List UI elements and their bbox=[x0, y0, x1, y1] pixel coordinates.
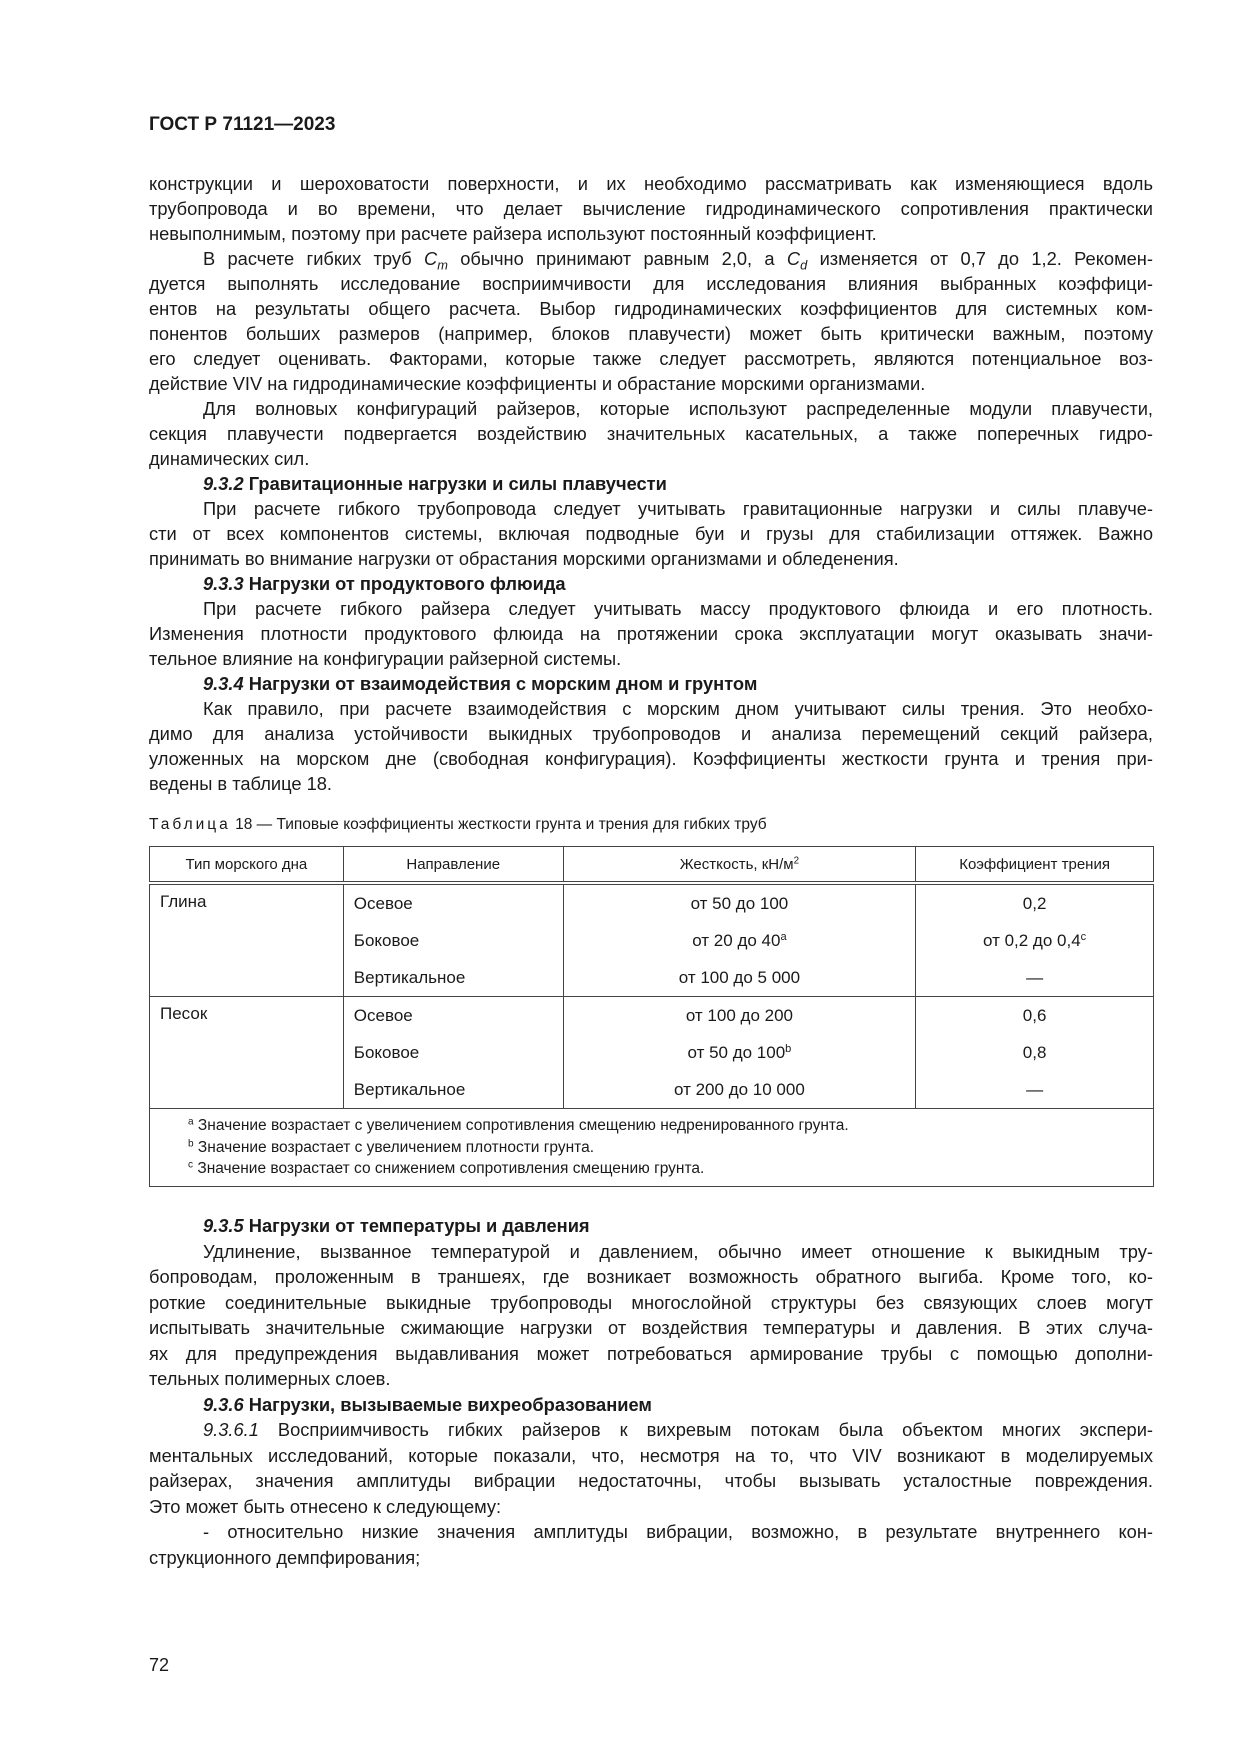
text-line: его следует оценивать. Факторами, которые также следует рассмотреть, являются потенциальное воз- bbox=[149, 348, 1153, 369]
header-stiffness bbox=[563, 847, 916, 884]
friction-value: 0,6 bbox=[1022, 1005, 1047, 1025]
section-number: 9.3.3 bbox=[203, 573, 244, 594]
text-run: изменяется от 0,7 до 1,2. Рекомен- bbox=[807, 248, 1153, 269]
section-title: Нагрузки от взаимодействия с морским дном и грунтом bbox=[243, 673, 758, 694]
table-row bbox=[150, 883, 1154, 922]
text-line: тельное влияние на конфигурации райзерной системы. bbox=[149, 648, 622, 669]
document-title: ГОСТ Р 71121—2023 bbox=[149, 114, 336, 135]
stiffness-value: от 100 до 200 bbox=[685, 1005, 793, 1025]
text-line: понентов больших размеров (например, блоков плавучести) может быть критически важным, поэтому bbox=[149, 323, 1153, 344]
text-line: ментальных исследований, которые показали, что, несмотря на то, что VIV возникают в моделируемых bbox=[149, 1444, 1153, 1466]
stiffness-value: от 20 до 40 bbox=[692, 930, 781, 950]
text-line: уложенных на морском дне (свободная конфигурация). Коэффициенты жесткости грунта и трения при- bbox=[149, 748, 1153, 769]
body-text-bottom bbox=[149, 1213, 1153, 1570]
footnote-text: Значение возрастает с увеличением плотности грунта. bbox=[193, 1138, 595, 1156]
text-line: конструкции и шероховатости поверхности, и их необходимо рассматривать как изменяющиеся вдоль bbox=[149, 173, 1153, 194]
footnote-mark: a bbox=[780, 930, 787, 943]
section-heading bbox=[149, 1392, 1153, 1418]
text-line: секция плавучести подвергается воздействию значительных касательных, а также поперечных гидро- bbox=[149, 423, 1153, 444]
text-line: невыполнимым, поэтому при расчете райзера используют постоянный коэффициент. bbox=[149, 223, 877, 244]
table-footnote bbox=[188, 1158, 1143, 1180]
footnote-mark: c bbox=[1080, 930, 1087, 943]
text-run: 9.3.6.1 bbox=[203, 1419, 259, 1440]
cell-friction bbox=[916, 1034, 1154, 1071]
header-direction: Направление bbox=[343, 847, 563, 884]
body-text-top bbox=[149, 171, 1153, 796]
table-footnote bbox=[188, 1137, 1143, 1159]
table-footnote bbox=[188, 1115, 1143, 1137]
header-stiffness-text: Жесткость, кН/м bbox=[679, 855, 794, 873]
friction-value: 0,8 bbox=[1022, 1042, 1047, 1062]
cell-direction: Осевое bbox=[343, 883, 563, 922]
section-heading bbox=[149, 571, 1153, 596]
text-run: C bbox=[786, 248, 801, 269]
text-run: C bbox=[424, 248, 438, 269]
section-title: Нагрузки от продуктового флюида bbox=[243, 573, 566, 594]
cell-stiffness bbox=[563, 997, 916, 1035]
text-line: При расчете гибкого трубопровода следует учитывать гравитационные нагрузки и силы плавуче- bbox=[203, 498, 1153, 519]
stiffness-value: от 100 до 5 000 bbox=[678, 967, 801, 987]
text-line: Для волновых конфигураций райзеров, которые используют распределенные модули плавучести, bbox=[203, 398, 1153, 419]
text-line: бопроводам, проложенным в траншеях, где возникает возможность обратного выгиба. Кроме того, ко- bbox=[149, 1266, 1153, 1287]
cell-friction bbox=[916, 922, 1154, 959]
footnote-text: Значение возрастает с увеличением сопротивления смещению недренированного грунта. bbox=[193, 1117, 849, 1134]
text-line: динамических сил. bbox=[149, 448, 310, 469]
text-line: ях для предупреждения выдавливания может потребоваться армирование трубы с помощью дополни- bbox=[149, 1342, 1153, 1364]
friction-value: 0,2 bbox=[1022, 893, 1047, 913]
section-number: 9.3.6 bbox=[203, 1393, 244, 1415]
section-title: Нагрузки, вызываемые вихреобразованием bbox=[243, 1393, 652, 1415]
cell-friction bbox=[916, 959, 1154, 997]
text-line: Это может быть отнесено к следующему: bbox=[149, 1495, 502, 1517]
cell-seabed-type: Песок bbox=[150, 997, 344, 1109]
cell-seabed-type: Глина bbox=[150, 883, 344, 997]
text-line: роткие соединительные выкидные трубопроводы многослойной структуры без связующих слоев могут bbox=[149, 1291, 1153, 1313]
section-number: 9.3.2 bbox=[203, 473, 244, 494]
section-title: Гравитационные нагрузки и силы плавучести bbox=[243, 473, 667, 494]
cell-direction: Боковое bbox=[343, 1034, 563, 1071]
footnote-mark: a bbox=[188, 1116, 194, 1128]
text-line: струкционного демпфирования; bbox=[149, 1546, 421, 1568]
text-line bbox=[149, 246, 1153, 271]
header-stiffness-sup: 2 bbox=[793, 855, 800, 867]
text-line: сти от всех компонентов системы, включая подводные буи и грузы для стабилизации оттяжек. Важно bbox=[149, 523, 1153, 544]
friction-value: от 0,2 до 0,4 bbox=[982, 930, 1081, 950]
footnote-text: Значение возрастает со снижением сопротивления смещению грунта. bbox=[193, 1160, 705, 1177]
text-run: В расчете гибких труб bbox=[203, 248, 425, 269]
text-line: тельных полимерных слоев. bbox=[149, 1368, 391, 1389]
cell-stiffness bbox=[563, 922, 916, 959]
text-line: При расчете гибкого райзера следует учитывать массу продуктового флюида и его плотность. bbox=[203, 598, 1153, 619]
subscript: m bbox=[437, 257, 448, 273]
subscript: d bbox=[800, 257, 808, 273]
text-line: райзерах, значения амплитуды вибрации недостаточны, чтобы вызывать усталостные повреждения. bbox=[149, 1470, 1153, 1491]
text-line: Изменения плотности продуктового флюида на протяжении срока эксплуатации могут оказывать значи- bbox=[149, 623, 1153, 644]
section-heading bbox=[149, 671, 1153, 696]
stiffness-value: от 200 до 10 000 bbox=[674, 1079, 805, 1099]
section-title: Нагрузки от температуры и давления bbox=[243, 1215, 590, 1236]
cell-direction: Вертикальное bbox=[343, 959, 563, 997]
text-line: действие VIV на гидродинамические коэффициенты и обрастание морскими организмами. bbox=[149, 373, 926, 394]
text-line: димо для анализа устойчивости выкидных трубопроводов и анализа перемещений секций райзера, bbox=[149, 723, 1153, 744]
table-caption-text: 18 — Типовые коэффициенты жесткости грунта и трения для гибких труб bbox=[230, 816, 767, 833]
text-line: дуется выполнять исследование восприимчивости для исследования влияния выбранных коэффици- bbox=[149, 273, 1153, 294]
stiffness-value: от 50 до 100 bbox=[690, 893, 789, 913]
friction-value: — bbox=[1026, 1079, 1044, 1099]
cell-friction bbox=[916, 883, 1154, 922]
text-line: трубопровода и во времени, что делает вычисление гидродинамического сопротивления практически bbox=[149, 198, 1153, 219]
cell-friction bbox=[916, 1071, 1154, 1109]
section-heading bbox=[149, 1213, 1153, 1239]
cell-stiffness bbox=[563, 1071, 916, 1109]
footnote-mark: b bbox=[188, 1137, 194, 1149]
table-footnotes-row bbox=[150, 1109, 1154, 1187]
cell-direction: Боковое bbox=[343, 922, 563, 959]
section-number: 9.3.4 bbox=[203, 673, 244, 694]
text-run: Восприимчивость гибких райзеров к вихревым потокам была объектом многих экспери- bbox=[258, 1419, 1153, 1440]
table-footnotes bbox=[150, 1109, 1154, 1187]
text-line: Как правило, при расчете взаимодействия с морским дном учитывают силы трения. Это необхо- bbox=[203, 698, 1153, 719]
friction-value: — bbox=[1026, 967, 1044, 987]
header-seabed-type: Тип морского дна bbox=[150, 847, 344, 884]
header-friction: Коэффициент трения bbox=[916, 847, 1154, 884]
table-caption bbox=[149, 815, 767, 835]
text-run: обычно принимают равным 2,0, а bbox=[447, 248, 787, 269]
text-line: испытывать значительные сжимающие нагрузки от воздействия температуры и давления. В этих случа- bbox=[149, 1317, 1153, 1338]
page-number: 72 bbox=[149, 1655, 170, 1675]
footnote-mark: c bbox=[188, 1159, 194, 1171]
cell-direction: Осевое bbox=[343, 997, 563, 1035]
section-number: 9.3.5 bbox=[203, 1215, 244, 1236]
table-header-row bbox=[150, 847, 1154, 884]
soil-coefficients-table bbox=[149, 846, 1154, 1187]
stiffness-value: от 50 до 100 bbox=[687, 1042, 786, 1062]
cell-direction: Вертикальное bbox=[343, 1071, 563, 1109]
text-line: ентов на результаты общего расчета. Выбор гидродинамических коэффициентов для системных ком- bbox=[149, 298, 1153, 319]
section-heading bbox=[149, 471, 1153, 496]
cell-stiffness bbox=[563, 959, 916, 997]
cell-stiffness bbox=[563, 1034, 916, 1071]
text-line bbox=[149, 1417, 1153, 1443]
table-caption-label: Таблица bbox=[149, 816, 231, 833]
text-line: - относительно низкие значения амплитуды вибрации, возможно, в результате внутреннего кон- bbox=[203, 1521, 1153, 1542]
cell-stiffness bbox=[563, 883, 916, 922]
text-line: ведены в таблице 18. bbox=[149, 773, 332, 794]
text-line: Удлинение, вызванное температурой и давлением, обычно имеет отношение к выкидным тру- bbox=[203, 1240, 1153, 1262]
cell-friction bbox=[916, 997, 1154, 1035]
footnote-mark: b bbox=[785, 1042, 792, 1055]
text-line: принимать во внимание нагрузки от обрастания морскими организмами и обледенения. bbox=[149, 548, 899, 569]
table-row bbox=[150, 997, 1154, 1035]
